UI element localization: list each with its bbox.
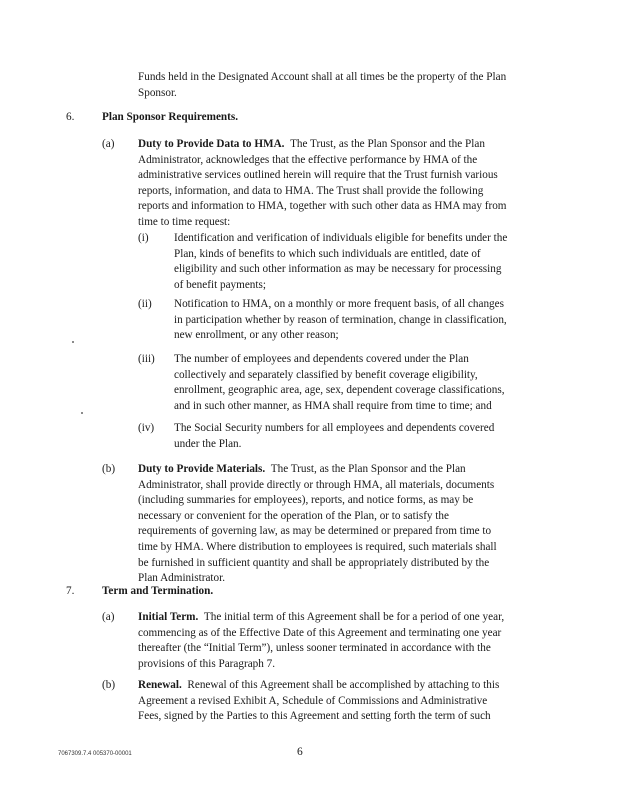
- scan-speck: [81, 412, 83, 414]
- list-item: [174, 297, 538, 344]
- section-6b-heading: Duty to Provide Materials.: [138, 463, 266, 475]
- paragraph-line: time to time request:: [138, 215, 231, 228]
- list-item-line: new enrollment, or any other reason;: [174, 329, 339, 342]
- list-item-label: (iv): [138, 422, 155, 434]
- scan-speck: [72, 341, 74, 343]
- list-item-label: (ii): [138, 298, 152, 310]
- paragraph-line: Plan Administrator.: [138, 572, 226, 585]
- paragraph-line: The Trust, as the Plan Sponsor and the Plan: [290, 138, 485, 150]
- intro-line: Sponsor.: [138, 86, 177, 99]
- section-6b-paragraph: [138, 462, 538, 587]
- list-item-line: of benefit payments;: [174, 278, 266, 291]
- list-item-line: The Social Security numbers for all employees and dependents covered: [174, 422, 495, 434]
- section-7b-label: (b): [102, 679, 116, 691]
- section-7a-heading: Initial Term.: [138, 611, 199, 623]
- section-7-number: 7.: [66, 585, 75, 597]
- section-6-number: 6.: [66, 111, 75, 123]
- section-7a-label: (a): [102, 611, 115, 623]
- section-6b-label: (b): [102, 463, 116, 475]
- section-6-title: Plan Sponsor Requirements.: [102, 111, 239, 123]
- paragraph-line: commencing as of the Effective Date of this Agreement and terminating one year: [138, 626, 502, 639]
- paragraph-line: Fees, signed by the Parties to this Agreement and setting forth the term of such: [138, 710, 491, 723]
- list-item-line: in participation whether by reason of termination, change in classification,: [174, 313, 507, 326]
- list-item: [174, 352, 538, 414]
- paragraph-line: Administrator, shall provide directly or through HMA, all materials, documents: [138, 478, 495, 491]
- intro-paragraph: [138, 70, 538, 101]
- paragraph-line: thereafter (the “Initial Term”), unless sooner terminated in accordance with the: [138, 642, 491, 655]
- paragraph-line: reports and information to HMA, together with such other data as HMA may from: [138, 200, 507, 213]
- list-item-line: under the Plan.: [174, 437, 242, 450]
- paragraph-line: provisions of this Paragraph 7.: [138, 657, 276, 670]
- paragraph-line: be furnished in sufficient quantity and shall be appropriately distributed by the: [138, 556, 490, 569]
- paragraph-line: (including summaries for employees), reports, and notice forms, as may be: [138, 494, 474, 507]
- list-item: [174, 421, 538, 452]
- list-item-label: (i): [138, 232, 149, 244]
- section-6a-heading: Duty to Provide Data to HMA.: [138, 138, 285, 150]
- list-item-line: eligibility and such other information as may be necessary for processing: [174, 263, 502, 276]
- paragraph-line: necessary or convenient for the operation of the Plan, or to satisfy the: [138, 509, 449, 522]
- paragraph-line: time by HMA. Where distribution to employees is required, such materials shall: [138, 540, 497, 553]
- paragraph-line: Renewal of this Agreement shall be accomplished by attaching to this: [187, 679, 500, 691]
- section-7b-paragraph: [138, 678, 538, 725]
- paragraph-line: The Trust, as the Plan Sponsor and the Plan: [270, 463, 466, 475]
- section-6a-label: (a): [102, 138, 115, 150]
- list-item-line: Identification and verification of individuals eligible for benefits under the: [174, 232, 508, 244]
- paragraph-line: The initial term of this Agreement shall be for a period of one year,: [203, 611, 505, 623]
- section-7-title: Term and Termination.: [102, 585, 214, 597]
- paragraph-line: requirements of governing law, as may be determined or prepared from time to: [138, 525, 492, 538]
- page-number: 6: [297, 746, 303, 758]
- list-item-line: enrollment, geographic area, age, sex, dependent coverage classifications,: [174, 384, 505, 397]
- list-item-label: (iii): [138, 353, 155, 365]
- list-item: [174, 231, 538, 293]
- section-7a-paragraph: [138, 610, 538, 672]
- section-6a-paragraph: [138, 137, 538, 231]
- list-item-line: Plan, kinds of benefits to which such individuals are entitled, date of: [174, 247, 481, 260]
- paragraph-line: Agreement a revised Exhibit A, Schedule of Commissions and Administrative: [138, 694, 488, 707]
- list-item-line: collectively and separately classified by benefit coverage eligibility,: [174, 368, 478, 381]
- list-item-line: and in such other manner, as HMA shall require from time to time; and: [174, 399, 492, 412]
- paragraph-line: administrative services outlined herein will require that the Trust furnish various: [138, 169, 498, 182]
- paragraph-line: Administrator, acknowledges that the effective performance by HMA of the: [138, 153, 478, 166]
- intro-line: Funds held in the Designated Account shall at all times be the property of the Plan: [138, 71, 507, 83]
- document-id: 7067309.7.4 005370-00001: [58, 751, 132, 757]
- section-7b-heading: Renewal.: [138, 679, 182, 691]
- list-item-line: The number of employees and dependents covered under the Plan: [174, 353, 469, 365]
- list-item-line: Notification to HMA, on a monthly or more frequent basis, of all changes: [174, 298, 504, 310]
- paragraph-line: reports, information, and data to HMA. The Trust shall provide the following: [138, 184, 484, 197]
